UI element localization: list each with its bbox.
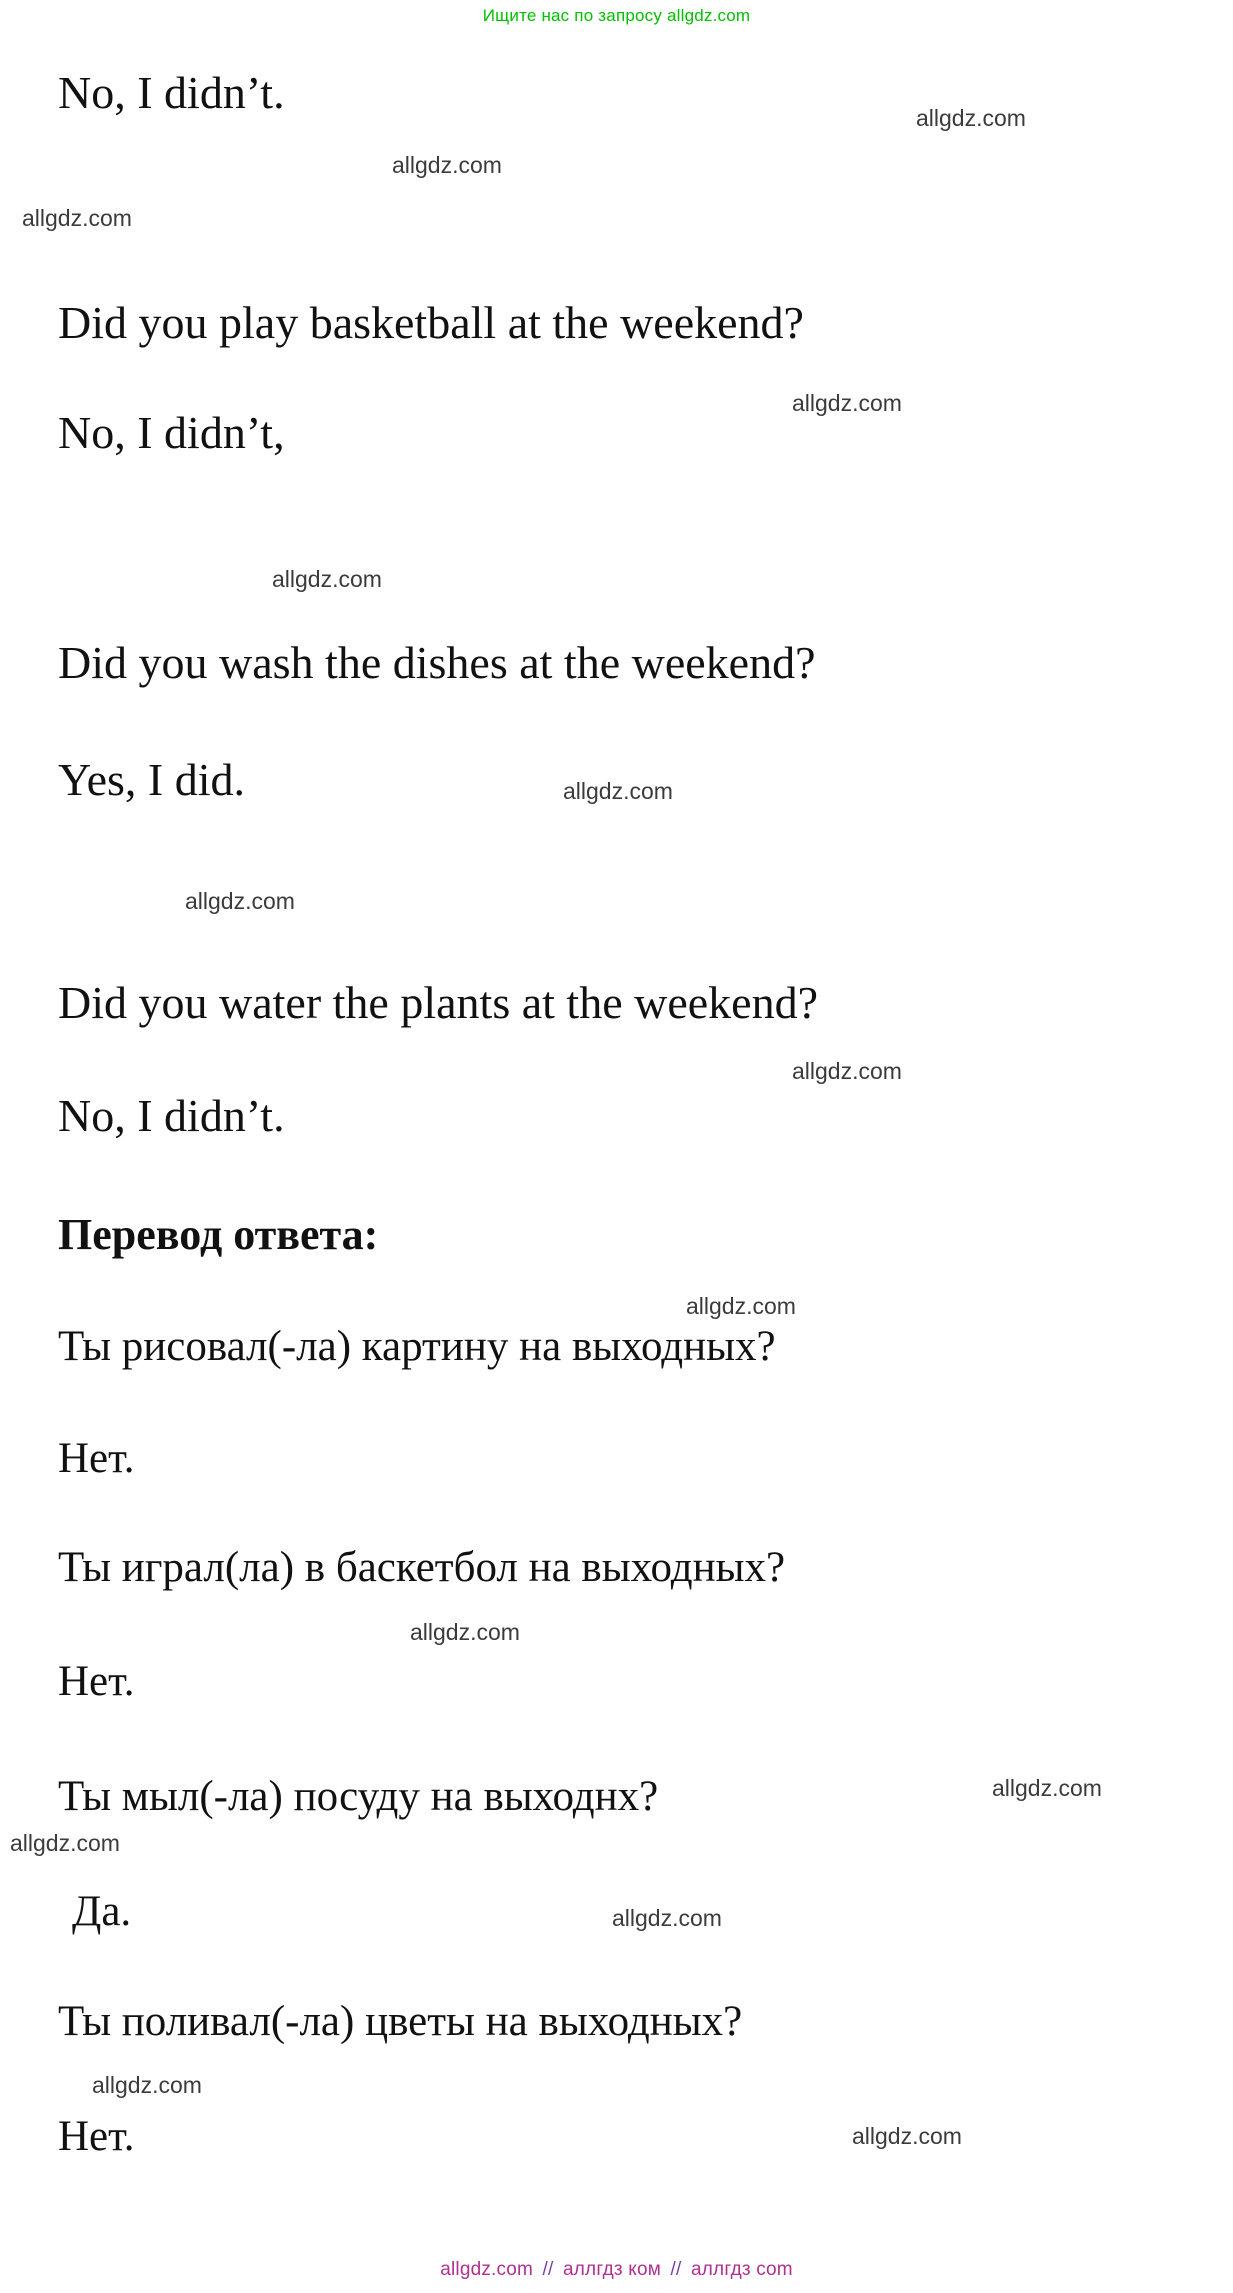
watermark-text: allgdz.com bbox=[612, 1905, 722, 1931]
text-line: Did you play basketball at the weekend? bbox=[58, 297, 804, 348]
watermark-text: allgdz.com bbox=[392, 152, 502, 178]
watermark-text: allgdz.com bbox=[792, 1058, 902, 1084]
bottom-banner-left: allgdz.com bbox=[440, 2259, 534, 2280]
top-promo-banner: Ищите нас по запросу allgdz.com bbox=[482, 6, 751, 25]
bottom-banner-sep-2: // bbox=[670, 2259, 682, 2280]
watermark-text: allgdz.com bbox=[852, 2123, 962, 2149]
text-line: Нет. bbox=[58, 1658, 135, 1705]
watermark-text: allgdz.com bbox=[916, 105, 1026, 131]
text-line: Ты играл(ла) в баскетбол на выходных? bbox=[58, 1544, 786, 1591]
text-line: No, I didn’t. bbox=[58, 67, 285, 118]
bottom-banner-right: аллгдз com bbox=[690, 2259, 793, 2280]
watermark-text: allgdz.com bbox=[992, 1775, 1102, 1801]
watermark-text: allgdz.com bbox=[92, 2072, 202, 2098]
text-line: Нет. bbox=[58, 1435, 135, 1482]
text-line: Ты поливал(-ла) цветы на выходных? bbox=[58, 1998, 743, 2045]
bottom-banner-sep-1: // bbox=[542, 2259, 554, 2280]
text-line: Нет. bbox=[58, 2113, 135, 2160]
text-line: Yes, I did. bbox=[58, 754, 246, 805]
text-line: Did you water the plants at the weekend? bbox=[58, 977, 819, 1028]
text-line: No, I didn’t, bbox=[58, 407, 285, 458]
bottom-promo-banner bbox=[0, 2259, 1233, 2281]
watermark-text: allgdz.com bbox=[22, 205, 132, 231]
text-line: Да. bbox=[72, 1888, 132, 1935]
text-line: Перевод ответа: bbox=[58, 1210, 379, 1259]
watermark-text: allgdz.com bbox=[410, 1619, 520, 1645]
watermark-text: allgdz.com bbox=[563, 778, 673, 804]
text-line: No, I didn’t. bbox=[58, 1090, 285, 1141]
text-line: Did you wash the dishes at the weekend? bbox=[58, 637, 816, 688]
text-line: Ты рисовал(-ла) картину на выходных? bbox=[58, 1323, 776, 1370]
text-line: Ты мыл(-ла) посуду на выходнх? bbox=[58, 1773, 659, 1820]
watermark-text: allgdz.com bbox=[686, 1293, 796, 1319]
bottom-banner-mid: аллгдз ком bbox=[562, 2259, 662, 2280]
watermark-text: allgdz.com bbox=[272, 566, 382, 592]
watermark-text: allgdz.com bbox=[185, 888, 295, 914]
watermark-text: allgdz.com bbox=[10, 1830, 120, 1856]
watermark-text: allgdz.com bbox=[792, 390, 902, 416]
